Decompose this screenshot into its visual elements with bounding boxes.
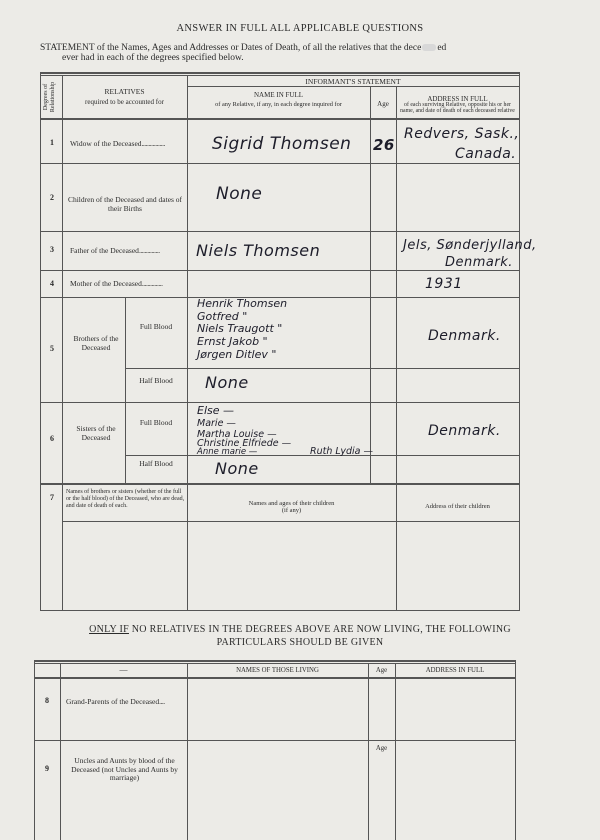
- brother-name-5: Jørgen Ditlev ": [197, 348, 277, 361]
- notice-line-1: [0, 624, 600, 635]
- row-label-mother: Mother of the Deceased...............: [70, 279, 163, 288]
- sister-name-3: Martha Louise —: [197, 429, 277, 440]
- sisters-address: Denmark.: [428, 423, 501, 439]
- page-heading: ANSWER IN FULL ALL APPLICABLE QUESTIONS: [176, 23, 424, 34]
- row-label-sisters: Sisters of the Deceased: [76, 424, 116, 442]
- brother-name-3: Niels Traugott ": [197, 322, 283, 335]
- name-header: NAME IN FULL: [254, 91, 303, 99]
- row-label-deceased-siblings: Names of brothers or sisters (whether of the full or the half blood) of the Deceased, who are dead, and date of death of each.: [66, 489, 185, 509]
- sister-name-6: Ruth Lydia —: [310, 446, 373, 457]
- row-number: 3: [50, 245, 54, 254]
- row-label-uncles-aunts: Uncles and Aunts by blood of the Deceased (not Uncles and Aunts by marriage): [71, 756, 178, 782]
- row-number: 7: [50, 493, 54, 502]
- fallback-dash: —: [119, 665, 128, 674]
- notice-line-2: PARTICULARS SHOULD BE GIVEN: [216, 637, 384, 648]
- row-label-children: Children of the Deceased and dates of their Births: [67, 195, 183, 213]
- names-living-header: NAMES OF THOSE LIVING: [236, 667, 319, 674]
- relatives-header: RELATIVES: [104, 87, 145, 96]
- children-address-header: Address of their children: [425, 503, 490, 510]
- brother-name-4: Ernst Jakob ": [197, 335, 268, 348]
- row-number: 4: [50, 279, 54, 288]
- father-address-line-2: Denmark.: [445, 255, 513, 270]
- row-number: 1: [50, 138, 54, 147]
- sister-name-5: Anne marie —: [197, 447, 258, 457]
- notice-text: NO RELATIVES IN THE DEGREES ABOVE ARE NOW LIVING, THE FOLLOWING: [128, 624, 511, 635]
- statement-text: STATEMENT of the Names, Ages and Addresses or Dates of Death, of all the relatives that the dece: [40, 43, 422, 53]
- sister-name-2: Marie —: [197, 418, 236, 429]
- sister-name-4: Christine Elfriede —: [197, 438, 292, 449]
- father-name: Niels Thomsen: [196, 241, 321, 260]
- row-label-grandparents: Grand-Parents of the Deceased....: [66, 697, 165, 706]
- row-label-widow: Widow of the Deceased.................: [70, 139, 165, 148]
- row-number: 2: [50, 193, 54, 202]
- uncles-age-header: Age: [375, 745, 388, 752]
- row-label-father: Father of the Deceased...............: [70, 246, 160, 255]
- children-names-header: Names and ages of their children: [248, 500, 335, 507]
- informant-header: INFORMANT'S STATEMENT: [305, 77, 401, 86]
- age-header: Age: [377, 100, 389, 108]
- children-names-subheader: (if any): [281, 507, 302, 514]
- sister-name-1: Else —: [197, 404, 235, 417]
- row-number: 6: [50, 434, 54, 443]
- notice-emphasis: ONLY IF: [89, 624, 129, 635]
- address-header: ADDRESS IN FULL: [427, 95, 488, 103]
- statement-line-1: [40, 43, 446, 53]
- row-label-brothers: Brothers of the Deceased: [73, 334, 119, 352]
- sisters-half-none: None: [215, 459, 259, 478]
- row-number: 9: [45, 764, 49, 773]
- fallback-age-header: Age: [375, 667, 388, 674]
- paper-tear: [422, 44, 436, 51]
- children-none: None: [216, 184, 263, 204]
- widow-age: 26: [373, 136, 395, 154]
- brothers-half-blood: Half Blood: [139, 376, 173, 385]
- widow-name: Sigrid Thomsen: [212, 134, 352, 154]
- row-number: 8: [45, 696, 49, 705]
- brother-name-2: Gotfred ": [197, 310, 248, 323]
- address-subheader: of each surviving Relative, opposite his or her name, and date of death of each deceased relative: [400, 102, 515, 114]
- fallback-address-header: ADDRESS IN FULL: [425, 667, 485, 674]
- relatives-subheader: required to be accounted for: [85, 98, 164, 106]
- statement-text-end: ed: [437, 43, 447, 53]
- father-address-line-1: Jels, Sønderjylland,: [403, 238, 537, 253]
- mother-death-year: 1931: [425, 276, 463, 292]
- brother-name-1: Henrik Thomsen: [197, 297, 288, 310]
- degrees-header: Degrees of Relationship: [43, 81, 56, 113]
- brothers-full-blood: Full Blood: [139, 322, 173, 331]
- sisters-half-blood: Half Blood: [139, 459, 173, 468]
- row-number: 5: [50, 344, 54, 353]
- name-subheader: of any Relative, if any, in each degree inquired for: [215, 101, 342, 108]
- brothers-half-none: None: [205, 373, 249, 392]
- brothers-address: Denmark.: [428, 328, 501, 344]
- statement-line-2: ever had in each of the degrees specified below.: [62, 53, 244, 63]
- widow-address-line-2: Canada.: [455, 146, 517, 162]
- widow-address-line-1: Redvers, Sask.,: [404, 126, 520, 142]
- sisters-full-blood: Full Blood: [139, 418, 173, 427]
